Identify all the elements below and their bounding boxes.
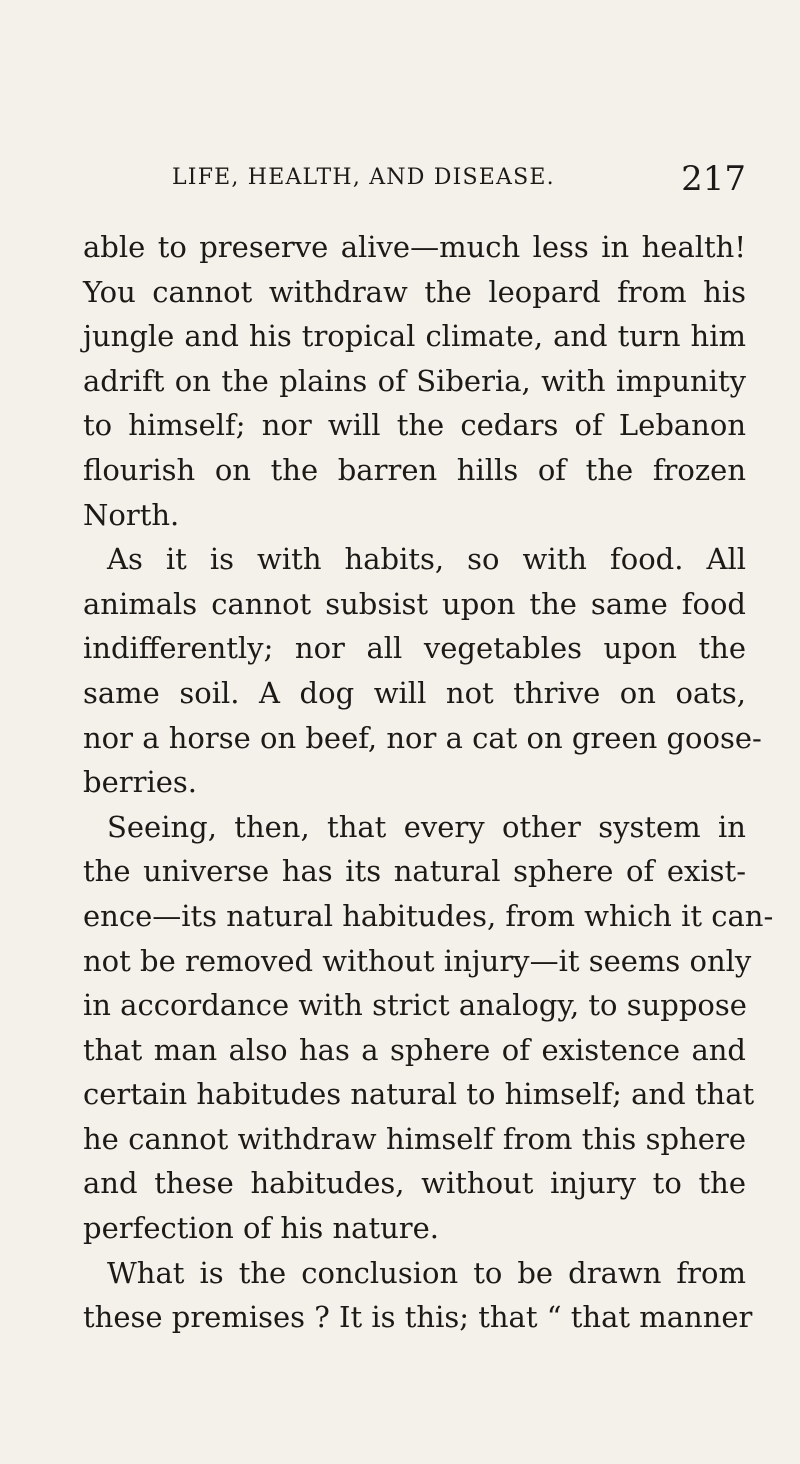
text-line: ence—its natural habitudes, from which it can-: [83, 898, 774, 933]
text-line: these premises ? It is this; that “ that manner: [83, 1300, 753, 1335]
running-head: [172, 159, 746, 199]
text-line: to himself; nor will the cedars of Lebanon: [83, 408, 746, 443]
text-line: in accordance with strict analogy, to suppose: [83, 988, 747, 1023]
text-line: flourish on the barren hills of the frozen: [83, 452, 746, 487]
paragraph-start-line: Seeing, then, that every other system in: [107, 809, 746, 844]
body-text: [83, 225, 774, 1340]
paragraph-start-line: As it is with habits, so with food. All: [107, 542, 746, 577]
text-line: jungle and his tropical climate, and turn him: [83, 319, 746, 354]
text-line: indifferently; nor all vegetables upon the: [83, 631, 746, 666]
paragraph-start-line: What is the conclusion to be drawn from: [107, 1255, 746, 1290]
text-line: adrift on the plains of Siberia, with impunity: [83, 363, 746, 398]
text-line: North.: [83, 497, 180, 532]
text-line: and these habitudes, without injury to the: [83, 1166, 746, 1201]
text-line: animals cannot subsist upon the same food: [83, 586, 746, 621]
text-line: the universe has its natural sphere of exist-: [83, 854, 746, 889]
text-line: You cannot withdraw the leopard from his: [83, 274, 746, 309]
running-title: LIFE, HEALTH, AND DISEASE.: [172, 165, 555, 190]
text-line: berries.: [83, 765, 197, 800]
text-line: that man also has a sphere of existence and: [83, 1032, 746, 1067]
text-line: nor a horse on beef, nor a cat on green goose-: [83, 720, 762, 755]
text-line: same soil. A dog will not thrive on oats,: [83, 675, 746, 710]
text-line: not be removed without injury—it seems only: [83, 943, 752, 978]
text-line: certain habitudes natural to himself; and that: [83, 1077, 755, 1112]
page-number: 217: [681, 159, 746, 199]
text-line: he cannot withdraw himself from this sphere: [83, 1121, 746, 1156]
text-line: perfection of his nature.: [83, 1211, 440, 1246]
text-line: able to preserve alive—much less in health!: [83, 230, 746, 264]
